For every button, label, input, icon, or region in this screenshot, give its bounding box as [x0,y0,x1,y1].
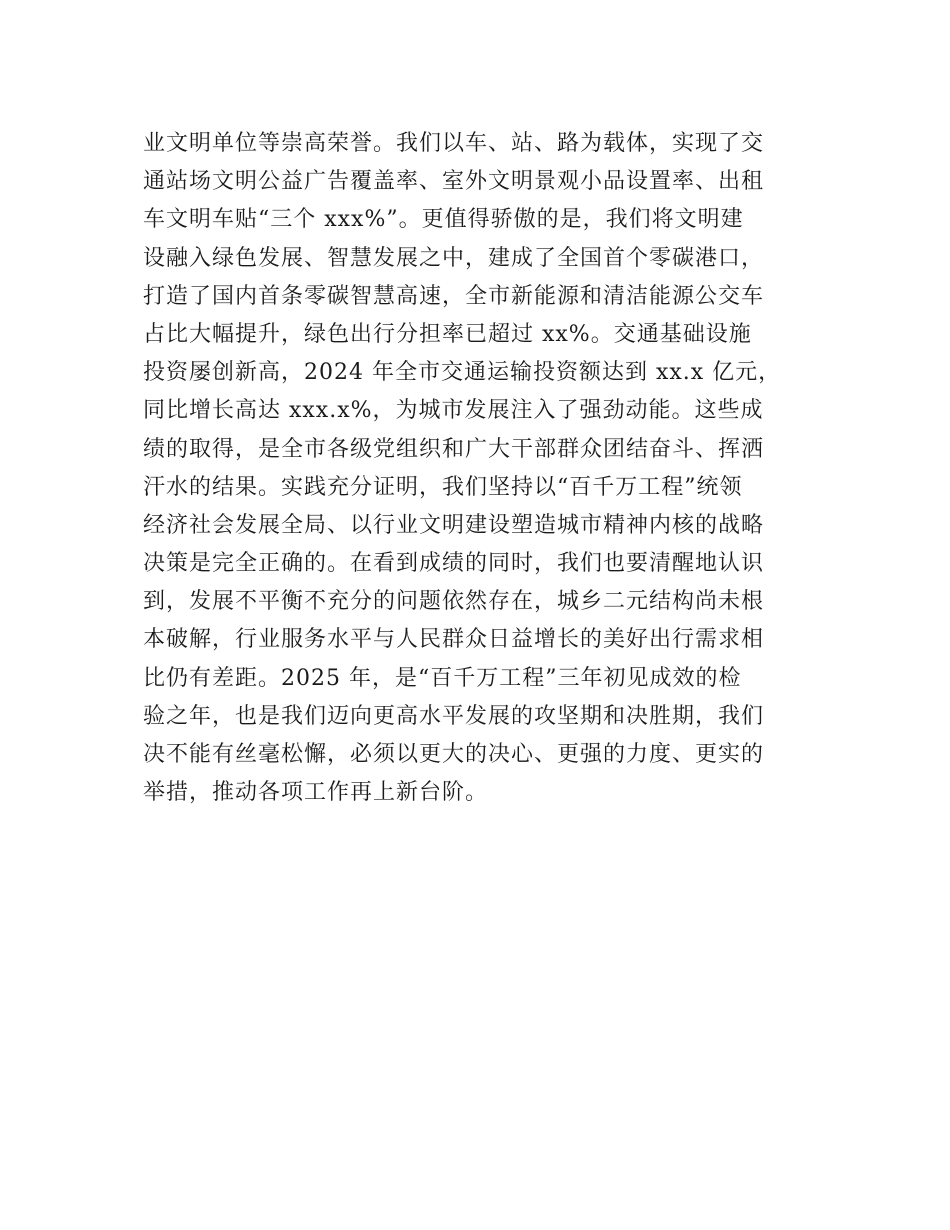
text-line: 举措，推动各项工作再上新台阶。 [143,780,489,806]
text-line: 汗水的结果。实践充分证明，我们坚持以“百千万工程”统领 [143,474,743,500]
text-line: 本破解，行业服务水平与人民群众日益增长的美好出行需求相 [143,627,765,653]
text-line: 业文明单位等崇高荣誉。我们以车、站、路为载体，实现了交 [143,131,765,156]
text-line: 到，发展不平衡不充分的问题依然存在，城乡二元结构尚未根 [143,589,765,615]
text-line: 比仍有差距。2025 年，是“百千万工程”三年初见成效的检 [143,665,742,691]
text-line: 经济社会发展全局、以行业文明建设塑造城市精神内核的战略 [143,512,765,538]
text-line: 投资屡创新高，2024 年全市交通运输投资额达到 xx.x 亿元， [143,360,782,386]
text-line: 绩的取得，是全市各级党组织和广大干部群众团结奋斗、挥洒 [143,436,765,462]
text-line: 通站场文明公益广告覆盖率、室外文明景观小品设置率、出租 [143,169,765,195]
text-line: 设融入绿色发展、智慧发展之中，建成了全国首个零碳港口， [143,245,765,271]
text-line: 占比大幅提升，绿色出行分担率已超过 xx%。交通基础设施 [143,321,752,347]
text-line: 打造了国内首条零碳智慧高速，全市新能源和清洁能源公交车 [143,283,765,309]
text-line: 验之年，也是我们迈向更高水平发展的攻坚期和决胜期，我们 [143,703,765,729]
text-line: 车文明车贴“三个 xxx%”。更值得骄傲的是，我们将文明建 [143,207,744,233]
body-paragraph [143,125,823,812]
text-line: 决不能有丝毫松懈，必须以更大的决心、更强的力度、更实的 [143,742,765,767]
text-line: 决策是完全正确的。在看到成绩的同时，我们也要清醒地认识 [143,551,765,577]
text-line: 同比增长高达 xxx.x%，为城市发展注入了强劲动能。这些成 [143,398,764,424]
